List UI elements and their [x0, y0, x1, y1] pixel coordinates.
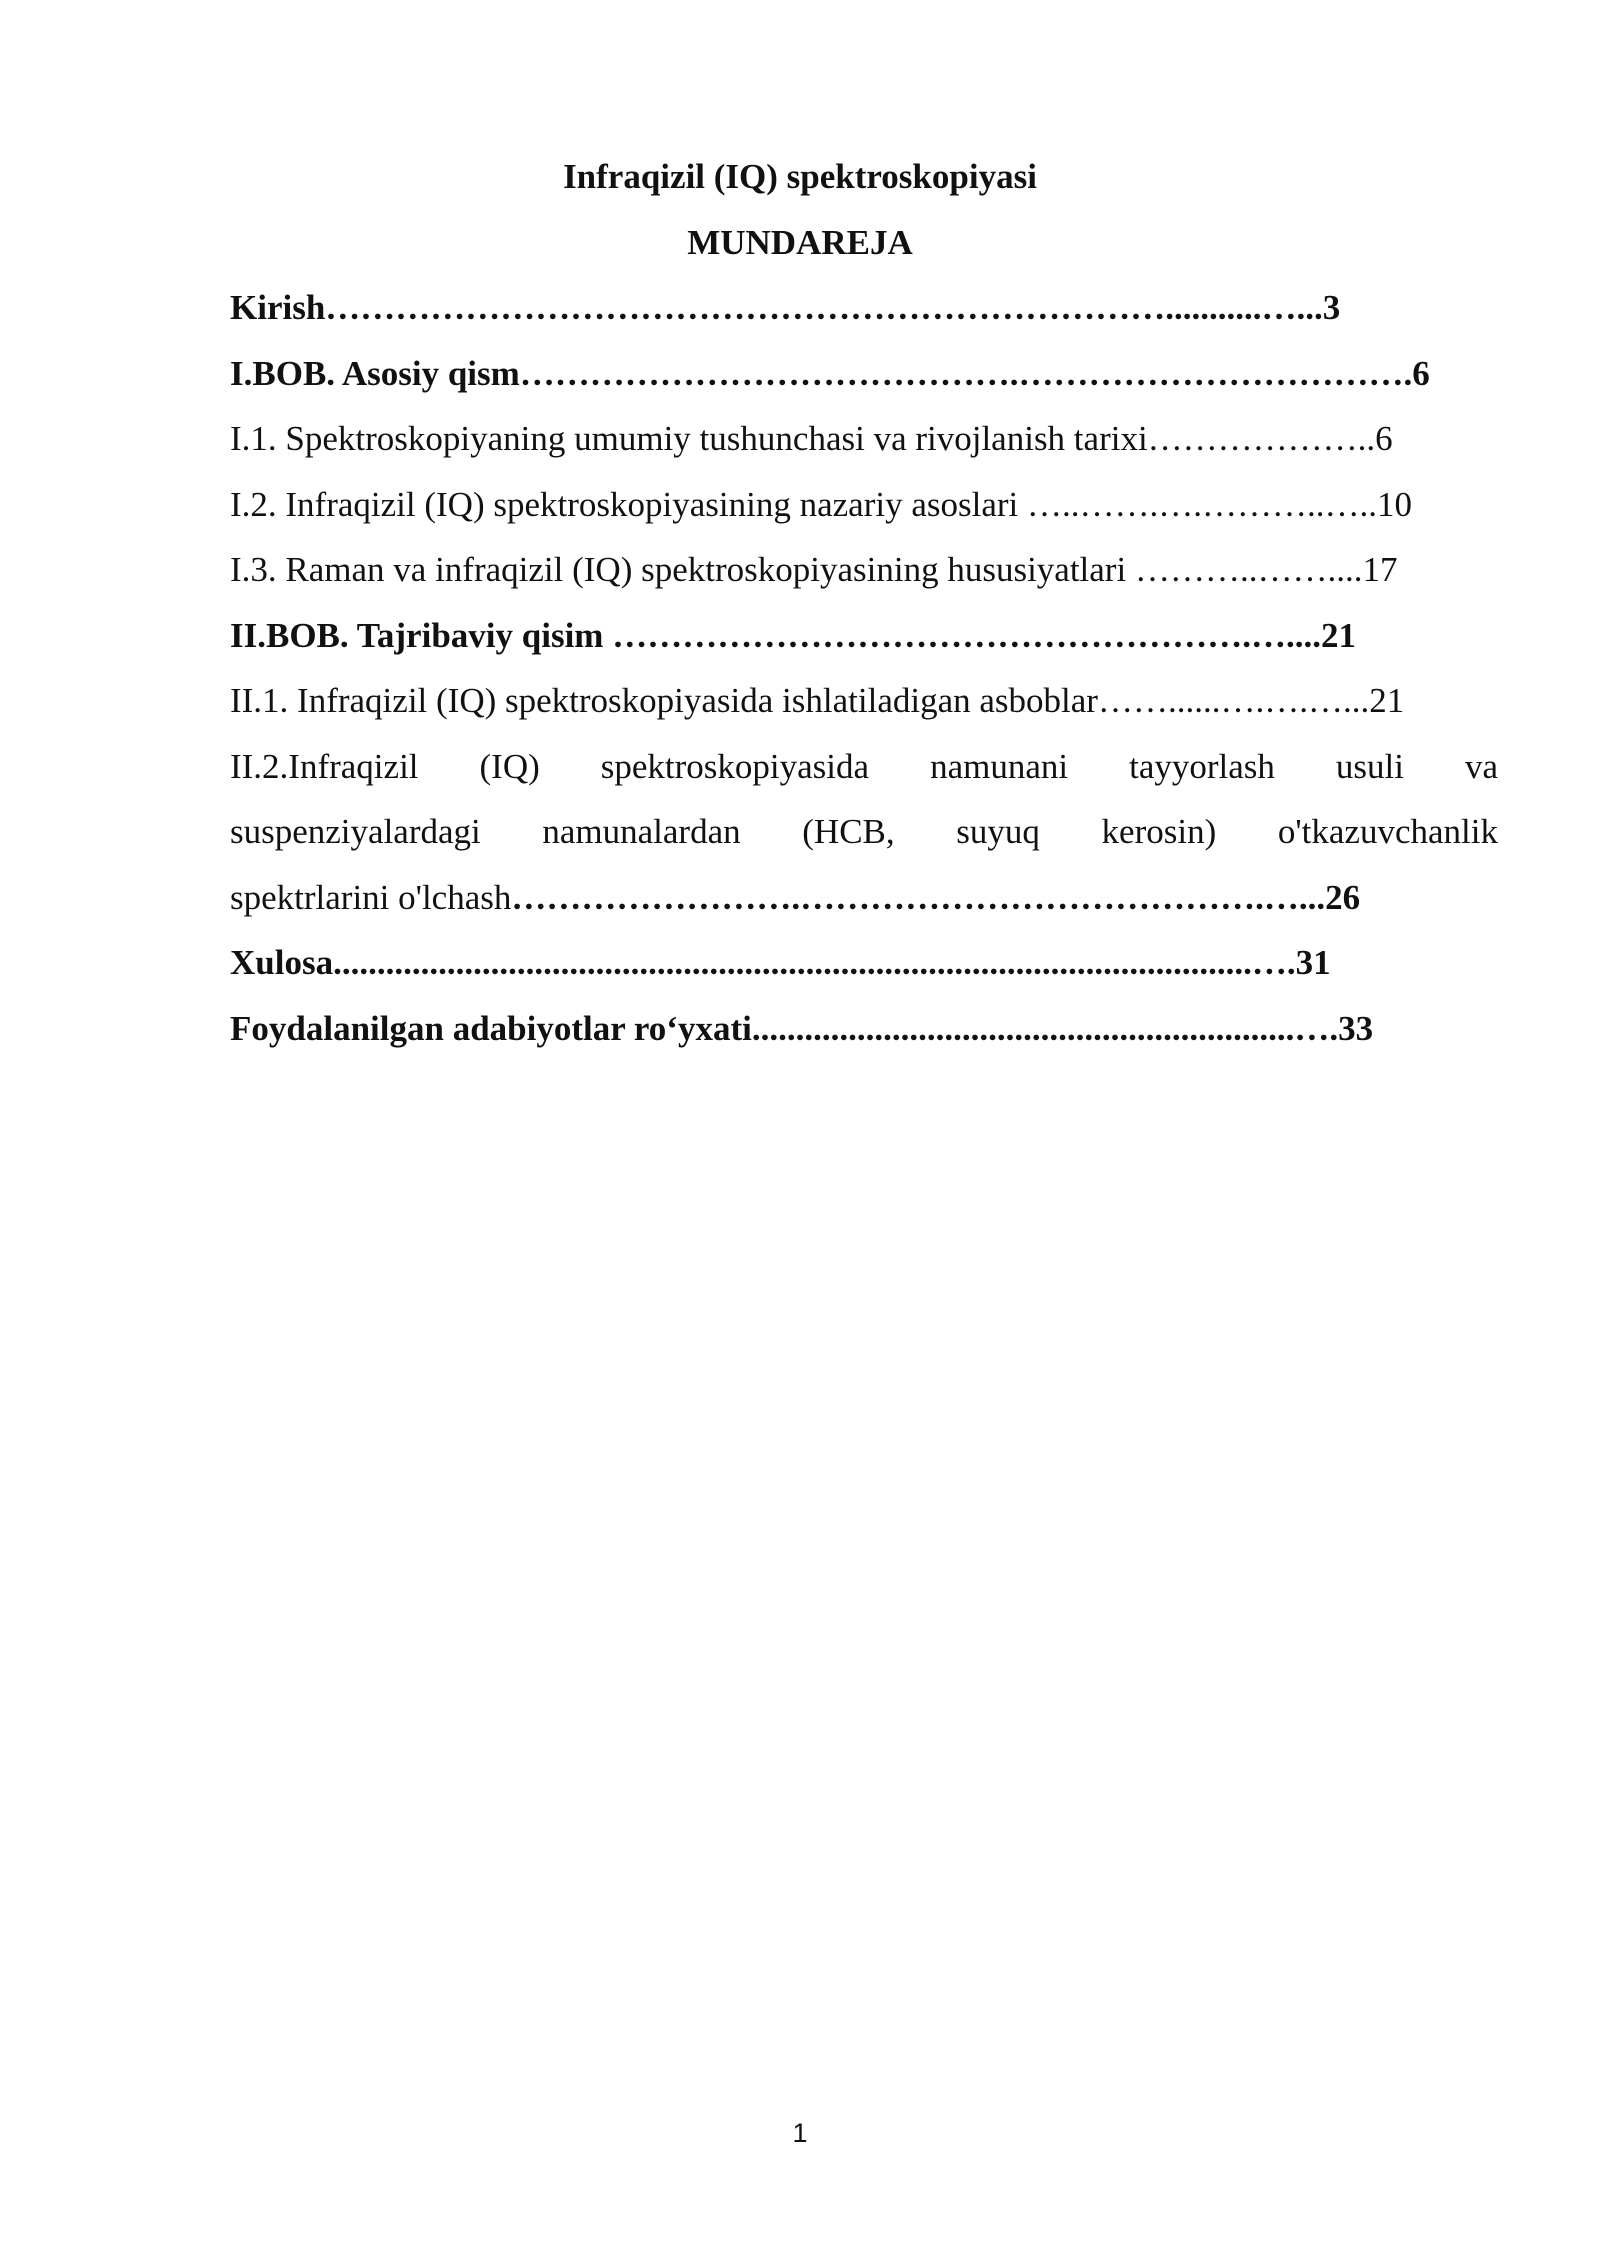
toc-entry-section-2-2-line-1: II.2.Infraqizil (IQ) spektroskopiyasida namunani tayyorlash usuli va	[230, 746, 1498, 786]
toc-entry-kirish: Kirish………………………………………………………………...........…...3	[230, 288, 1341, 327]
toc-entry-section-2-2-line-2: suspenziyalardagi namunalardan (HCB, suyuq kerosin) o'tkazuvchanlik	[230, 812, 1498, 851]
toc-entry-section-1-2: I.2. Infraqizil (IQ) spektroskopiyasining nazariy asoslari …..…….….………..…..10	[230, 484, 1412, 524]
toc-entry-chapter-1: I.BOB. Asosiy qism…………………………………….…………………………….6	[230, 353, 1430, 393]
toc-entry-section-1-1: I.1. Spektroskopiyaning umumiy tushunchasi va rivojlanish tarixi………………..6	[230, 419, 1393, 458]
toc-entry-references: Foydalanilgan adabiyotlar ro‘yxati..............................................................….33	[230, 1008, 1374, 1048]
document-title: Infraqizil (IQ) spektroskopiyasi	[563, 157, 1037, 196]
page-number: 1	[792, 2118, 808, 2148]
toc-heading: MUNDAREJA	[687, 223, 913, 262]
toc-entry-xulosa: Xulosa.........................................................................................................….31	[230, 943, 1331, 982]
toc-entry-chapter-2: II.BOB. Tajribaviy qisim ……………………………………………….…....21	[230, 615, 1356, 655]
toc-entry-section-1-3: I.3. Raman va infraqizil (IQ) spektroskopiyasining hususiyatlari ………..……....17	[230, 550, 1398, 589]
toc-entry-section-2-2-line-3	[230, 878, 1498, 944]
toc-entry-section-2-2-text: spektrlarini o'lchash	[230, 877, 512, 917]
table-of-contents	[230, 288, 1498, 1074]
toc-entry-section-2-2-leader: …………………….………………………………….…...26	[511, 877, 1361, 917]
toc-entry-section-2-1: II.1. Infraqizil (IQ) spektroskopiyasida ishlatiladigan asboblar……......….….…...21	[230, 681, 1405, 720]
